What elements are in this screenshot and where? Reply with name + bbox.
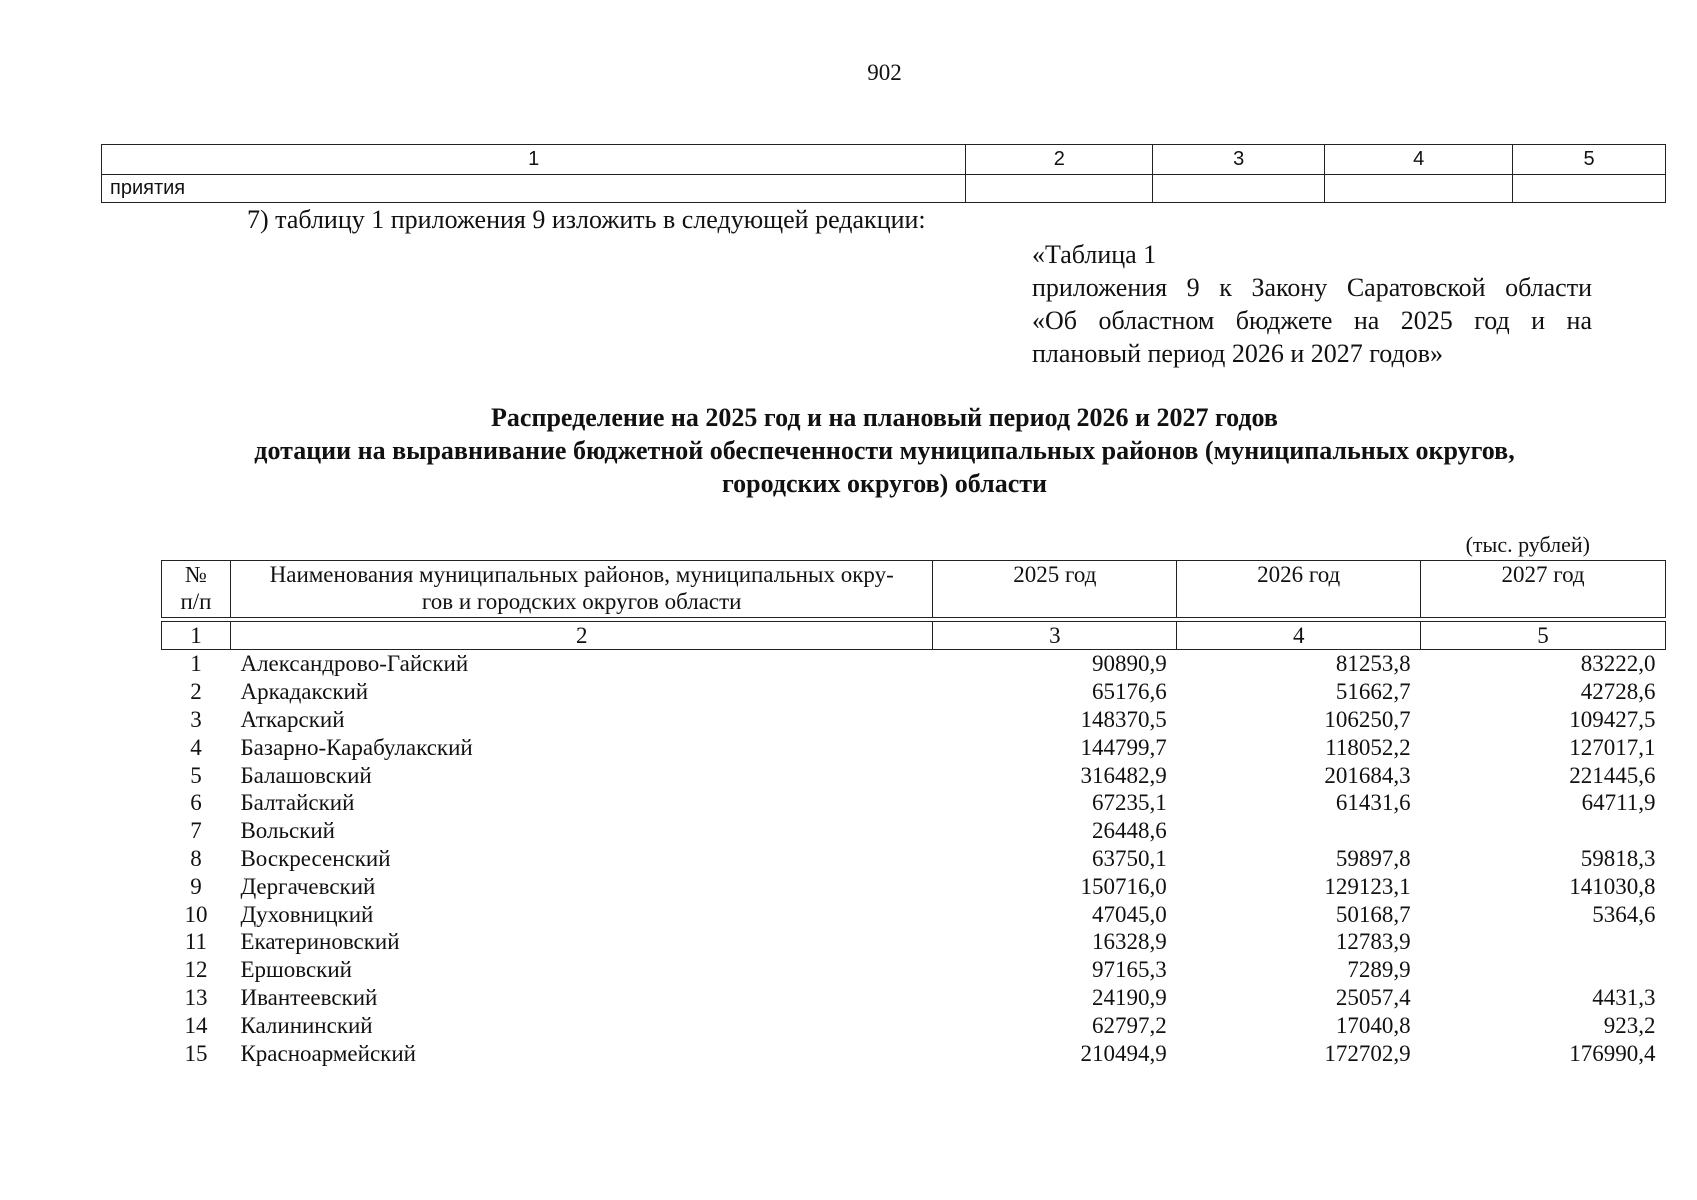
district-name: Красноармейский [240,1040,416,1066]
column-number: 4 [1177,622,1421,650]
header-2025: 2025 год [933,561,1177,618]
header-cell: 1 [102,145,966,175]
table-row [162,650,1666,678]
district-name: Воскресенский [240,845,391,871]
value-2025: 65176,6 [1092,679,1167,705]
continuation-header-row [102,145,1666,175]
value-2026: 17040,8 [1335,1012,1411,1038]
column-number: 5 [1421,622,1666,650]
header-name [230,561,932,618]
header-2027: 2027 год [1421,561,1666,618]
header-number-line1: № [185,562,207,587]
value-2027 [1421,817,1666,845]
value-2027 [1421,956,1666,984]
header-cell: 2 [966,145,1153,175]
district-name: Ивантеевский [240,984,378,1010]
row-number: 5 [190,762,202,788]
column-number-row [162,622,1666,650]
value-2027: 221445,6 [1569,762,1656,788]
value-2027: 59818,3 [1580,845,1656,871]
value-2026: 172702,9 [1324,1040,1411,1066]
value-2027: 83222,0 [1580,651,1656,677]
district-name: Балтайский [240,790,355,816]
value-2025: 150716,0 [1080,873,1167,899]
row-number: 12 [184,957,208,983]
row-number: 9 [190,873,202,899]
title-line: дотации на выравнивание бюджетной обеспеченности муниципальных районов (муниципальных округов, [254,436,1515,465]
row-number: 10 [184,901,208,927]
value-2025: 316482,9 [1080,762,1167,788]
value-2027: 109427,5 [1569,706,1656,732]
table-body [162,650,1666,1067]
table-row [162,956,1666,984]
row-number: 7 [190,818,202,844]
caption-line: «Таблица 1 [1032,240,1157,269]
value-2027: 127017,1 [1569,734,1656,760]
district-name: Ершовский [240,957,352,983]
value-2027: 923,2 [1603,1012,1656,1038]
table-cell [1325,175,1513,203]
header-name-line1: Наименования муниципальных районов, муниципальных окру- [269,562,894,587]
table-cell [966,175,1153,203]
table-row [162,900,1666,928]
caption-line: «Об областном бюджете на 2025 год и на [1032,306,1592,335]
district-name: Александрово-Гайский [240,651,469,677]
header-number-line2: п/п [180,589,212,614]
value-2026: 7289,9 [1347,957,1411,983]
value-2026: 201684,3 [1324,762,1411,788]
value-2027: 4431,3 [1592,984,1656,1010]
table-row [162,817,1666,845]
table-row [162,678,1666,706]
caption-line: приложения 9 к Закону Саратовской области [1032,273,1592,302]
row-number: 6 [190,790,202,816]
value-2026: 118052,2 [1325,734,1411,760]
table-cell [1513,175,1666,203]
table-row [162,845,1666,873]
district-name: Калининский [240,1012,373,1038]
row-number: 14 [184,1012,208,1038]
continuation-row [102,175,1666,203]
value-2025: 97165,3 [1092,957,1167,983]
caption-line: плановый период 2026 и 2027 годов» [1032,339,1444,368]
row-number: 3 [190,706,202,732]
table-caption [1032,238,1592,370]
column-number: 2 [230,622,932,650]
value-2026: 25057,4 [1335,984,1411,1010]
value-2025: 63750,1 [1092,845,1167,871]
amendment-paragraph: 7) таблицу 1 приложения 9 изложить в следующей редакции: [247,205,926,234]
value-2026: 129123,1 [1324,873,1411,899]
value-2025: 62797,2 [1092,1012,1167,1038]
table-row [162,706,1666,734]
value-2027: 141030,8 [1569,873,1656,899]
table-row [162,984,1666,1012]
table-row [162,1039,1666,1067]
table-row [162,928,1666,956]
document-title [0,401,1697,500]
header-2026: 2026 год [1177,561,1421,618]
value-2025: 144799,7 [1080,734,1167,760]
table-cell: приятия [102,175,966,203]
value-2027 [1421,928,1666,956]
value-2026: 106250,7 [1324,706,1411,732]
row-number: 8 [190,845,202,871]
value-2026: 50168,7 [1335,901,1411,927]
table-row [162,761,1666,789]
district-name: Аткарский [240,706,345,732]
table-row [162,733,1666,761]
row-number: 2 [190,679,202,705]
value-2026: 81253,8 [1335,651,1411,677]
value-2025: 16328,9 [1092,929,1167,955]
header-number [162,561,231,618]
district-name: Балашовский [240,762,372,788]
page-number: 902 [867,60,902,85]
column-number: 3 [933,622,1177,650]
value-2026: 12783,9 [1335,929,1411,955]
unit-label: (тыс. рублей) [1465,532,1590,557]
district-name: Екатериновский [240,929,400,955]
value-2025: 26448,6 [1092,818,1167,844]
header-name-line2: гов и городских округов области [421,589,742,614]
header-cell: 3 [1153,145,1325,175]
continuation-table [101,144,1666,203]
district-name: Вольский [240,818,335,844]
value-2025: 67235,1 [1092,790,1167,816]
row-number: 15 [184,1040,208,1066]
header-cell: 4 [1325,145,1513,175]
district-name: Духовницкий [240,901,374,927]
value-2027: 176990,4 [1569,1040,1656,1066]
district-name: Базарно-Карабулакский [240,734,473,760]
row-number: 11 [184,929,208,955]
table-row [162,872,1666,900]
district-name: Дергачевский [240,873,376,899]
row-number: 13 [184,984,208,1010]
column-number: 1 [162,622,231,650]
value-2025: 148370,5 [1080,706,1167,732]
table-row [162,789,1666,817]
row-number: 4 [190,734,202,760]
value-2025: 90890,9 [1092,651,1167,677]
value-2025: 47045,0 [1092,901,1167,927]
header-cell: 5 [1513,145,1666,175]
value-2026: 51662,7 [1335,679,1411,705]
value-2027: 42728,6 [1580,679,1656,705]
value-2026: 59897,8 [1335,845,1411,871]
row-number: 1 [190,651,202,677]
value-2025: 24190,9 [1092,984,1167,1010]
table-cell [1153,175,1325,203]
table-row [162,1011,1666,1039]
title-line: городских округов) области [721,469,1048,498]
value-2026: 61431,6 [1335,790,1411,816]
value-2027: 5364,6 [1592,901,1656,927]
value-2026 [1177,817,1421,845]
distribution-table [161,560,1666,1067]
value-2025: 210494,9 [1080,1040,1167,1066]
title-line: Распределение на 2025 год и на плановый период 2026 и 2027 годов [491,403,1278,432]
value-2027: 64711,9 [1581,790,1656,816]
district-name: Аркадакский [240,679,369,705]
table-header-row [162,561,1666,618]
